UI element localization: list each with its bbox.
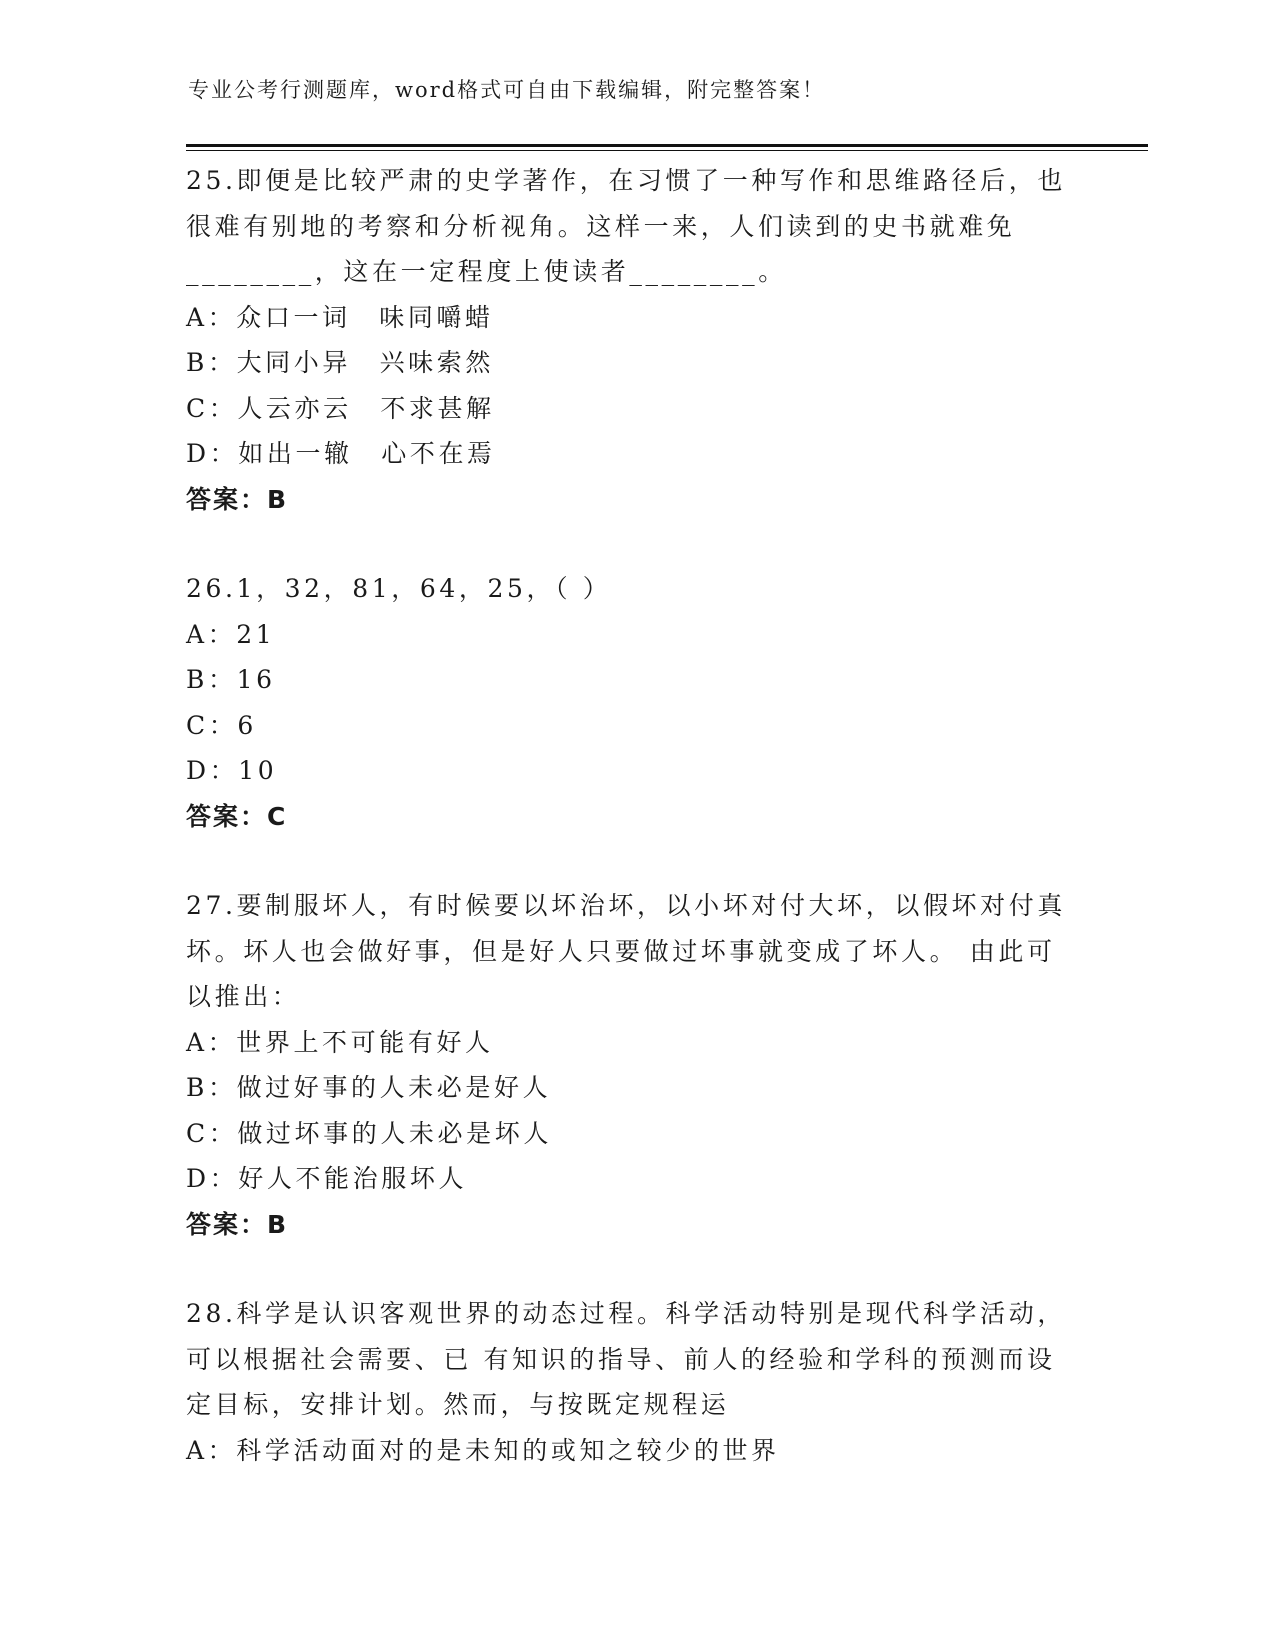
option-a: A：21 <box>186 619 276 649</box>
option-d: D：如出一辙 心不在焉 <box>186 439 496 468</box>
question-stem-line: 25.即便是比较严肃的史学著作，在习惯了一种写作和思维路径后，也 <box>186 166 1066 195</box>
option-a: A：众口一词 味同嚼蜡 <box>186 302 494 332</box>
answer-label: 答案：C <box>186 801 288 831</box>
option-c: C：人云亦云 不求甚解 <box>186 393 495 423</box>
answer-label: 答案：B <box>186 1209 289 1239</box>
question-28 <box>186 1291 1066 1473</box>
option-d: D：好人不能治服坏人 <box>186 1164 468 1193</box>
option-a: A：世界上不可能有好人 <box>186 1027 494 1057</box>
question-stem-line: 定目标，安排计划。然而，与按既定规程运 <box>186 1390 730 1419</box>
option-c: C：6 <box>186 710 257 740</box>
question-stem-line: 以推出： <box>186 982 301 1011</box>
page-header: 专业公考行测题库，word格式可自由下载编辑，附完整答案！ <box>188 78 826 102</box>
question-stem-line: ________，这在一定程度上使读者________。 <box>186 257 787 286</box>
question-list <box>186 158 1066 1517</box>
question-25 <box>186 158 1066 522</box>
option-a: A：科学活动面对的是未知的或知之较少的世界 <box>186 1435 780 1465</box>
answer-label: 答案：B <box>186 484 289 514</box>
header-rule-thin <box>186 150 1148 151</box>
question-27 <box>186 883 1066 1247</box>
option-b: B：16 <box>186 665 276 694</box>
question-26 <box>186 566 1066 839</box>
question-stem-line: 可以根据社会需要、已 有知识的指导、前人的经验和学科的预测而设 <box>186 1344 1056 1374</box>
question-stem-line: 很难有别地的考察和分析视角。这样一来，人们读到的史书就难免 <box>186 211 1016 241</box>
option-c: C：做过坏事的人未必是坏人 <box>186 1118 552 1148</box>
question-stem-line: 28.科学是认识客观世界的动态过程。科学活动特别是现代科学活动， <box>186 1299 1066 1328</box>
option-b: B：大同小异 兴味索然 <box>186 348 494 377</box>
question-stem-line: 26.1，32，81，64，25，（ ） <box>186 574 612 603</box>
question-stem-line: 27.要制服坏人，有时候要以坏治坏，以小坏对付大坏，以假坏对付真 <box>186 891 1066 920</box>
question-stem-line: 坏。坏人也会做好事，但是好人只要做过坏事就变成了坏人。 由此可 <box>186 936 1056 966</box>
option-d: D：10 <box>186 756 278 785</box>
option-b: B：做过好事的人未必是好人 <box>186 1073 552 1102</box>
header-rule-thick <box>186 144 1148 147</box>
